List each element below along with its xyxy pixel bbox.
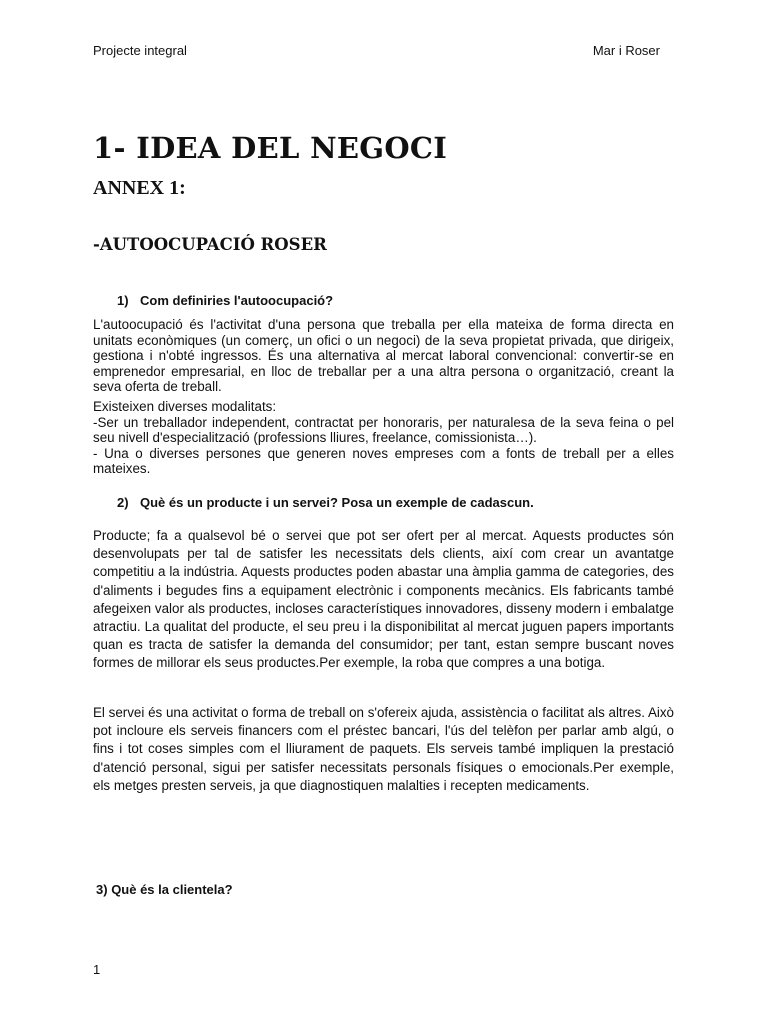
paragraph: El servei és una activitat o forma de treball on s'ofereix ajuda, assistència o facilitat als altres. Això pot incloure els serveis financers com el préstec bancari, l'ús del telèfon per parlar amb algú, o fins i tot coses simples com el lliurament de paquets. Els serveis també impliquen la prestació d'atenció personal, sigui per satisfer necessitats personals físiques o emocionals.Per exemple, els metges presten serveis, ja que diagnostiquen malalties i recepten medicaments. xyxy=(93,705,674,793)
question-number: 2) xyxy=(117,495,129,510)
header-authors: Mar i Roser xyxy=(592,43,660,58)
question-1 xyxy=(117,293,333,308)
paragraph: - Una o diverses persones que generen noves empreses com a fonts de treball per a elles mateixes. xyxy=(93,445,674,477)
answer-1-paragraph xyxy=(93,317,674,395)
header-project-title: Projecte integral xyxy=(93,43,187,58)
page-title: 1- IDEA DEL NEGOCI xyxy=(93,131,448,165)
section-subheading: -AUTOOCUPACIÓ ROSER xyxy=(93,235,327,254)
paragraph: Existeixen diverses modalitats: xyxy=(93,399,277,414)
answer-2-service-paragraph xyxy=(93,704,674,795)
paragraph: L'autoocupació és l'activitat d'una persona que treballa per ella mateixa de forma directa en unitats econòmiques (un comerç, un ofici o un negoci) de la seva propietat privada, que dirigeix, gestiona i n'obté ingressos. És una alternativa al mercat laboral convencional: convertir-se en emprenedor empresarial, en lloc de treballar per a una altra persona o organització, creant la seva oferta de treball. xyxy=(93,317,674,395)
answer-2-product-paragraph xyxy=(93,527,674,673)
answer-1-modalities xyxy=(93,399,674,477)
question-2 xyxy=(117,495,534,510)
page-number: 1 xyxy=(93,962,101,977)
annex-heading: ANNEX 1: xyxy=(93,177,186,199)
question-3 xyxy=(96,882,233,897)
question-number: 1) xyxy=(117,293,129,308)
question-text: Com definiries l'autoocupació? xyxy=(140,293,334,308)
paragraph: Producte; fa a qualsevol bé o servei que pot ser ofert per al mercat. Aquests productes són desenvolupats per tal de satisfer les necessitats dels clients, així com crear un avantatge competitiu a la indústria. Aquests productes poden abastar una àmplia gamma de categories, des d'aliments i begudes fins a equipament electrònic i components mecànics. Els fabricants també afegeixen valor als productes, incloses característiques innovadores, disseny modern i embalatge atractiu. La qualitat del producte, el seu preu i la disponibilitat al mercat juguen papers importants quan es tracta de satisfer la demanda del consumidor; per tant, estan sempre buscant noves formes de millorar els seus productes.Per exemple, la roba que compres a una botiga. xyxy=(93,528,674,671)
question-number: 3) xyxy=(96,882,108,897)
question-text: Què és un producte i un servei? Posa un exemple de cadascun. xyxy=(140,495,534,510)
question-text: Què és la clientela? xyxy=(111,882,233,897)
paragraph: -Ser un treballador independent, contractat per honoraris, per naturalesa de la seva feina o pel seu nivell d'especialització (professions lliures, freelance, comissionista…). xyxy=(93,414,674,446)
